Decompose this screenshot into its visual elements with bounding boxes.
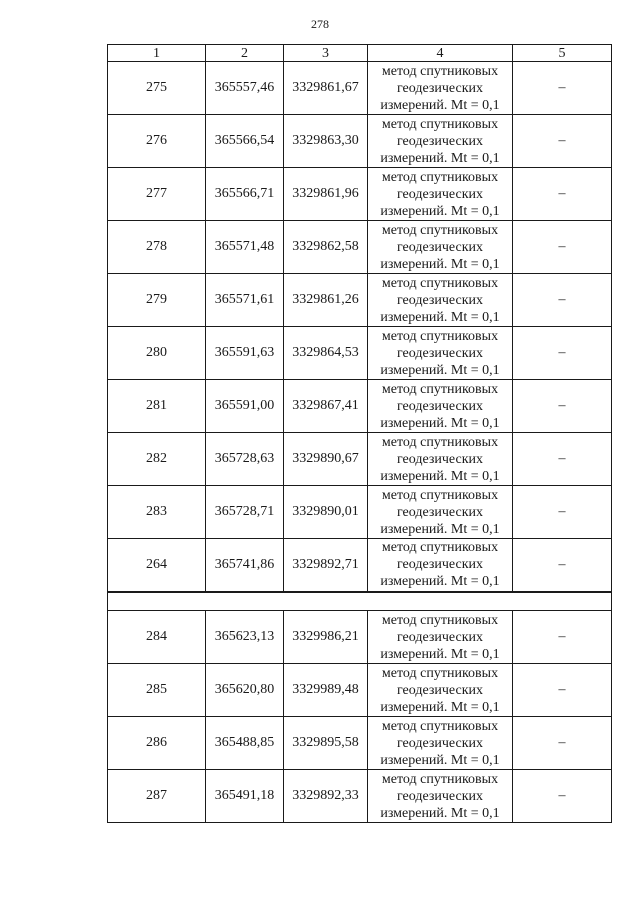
y-coordinate-cell: 3329895,58 — [284, 717, 368, 770]
x-coordinate-cell: 365557,46 — [206, 62, 284, 115]
y-coordinate-cell: 3329861,67 — [284, 62, 368, 115]
table-row — [108, 221, 612, 274]
method-line: геодезических — [396, 451, 483, 467]
point-number-cell: 284 — [108, 611, 206, 664]
method-line: геодезических — [396, 557, 483, 573]
point-number-cell: 280 — [108, 327, 206, 380]
table-row — [108, 611, 612, 664]
y-coordinate-cell: 3329892,33 — [284, 770, 368, 823]
error-cell: – — [513, 717, 612, 770]
method-cell — [368, 433, 513, 486]
method-line: измерений. Mt = 0,1 — [380, 699, 500, 715]
method-line: измерений. Mt = 0,1 — [380, 150, 500, 166]
method-cell — [368, 168, 513, 221]
point-number-cell: 283 — [108, 486, 206, 539]
point-number-cell: 277 — [108, 168, 206, 221]
method-line: измерений. Mt = 0,1 — [380, 646, 500, 662]
table-row — [108, 664, 612, 717]
method-line: метод спутниковых — [381, 116, 499, 132]
error-cell: – — [513, 115, 612, 168]
table-row — [108, 168, 612, 221]
method-line: метод спутниковых — [381, 771, 499, 787]
method-cell — [368, 539, 513, 592]
method-cell — [368, 664, 513, 717]
method-line: измерений. Mt = 0,1 — [380, 309, 500, 325]
method-line: геодезических — [396, 292, 483, 308]
method-line: геодезических — [396, 80, 483, 96]
method-line: измерений. Mt = 0,1 — [380, 468, 500, 484]
x-coordinate-cell: 365620,80 — [206, 664, 284, 717]
column-header-4: 4 — [368, 45, 513, 62]
table-header-row — [108, 45, 612, 62]
y-coordinate-cell: 3329861,26 — [284, 274, 368, 327]
method-line: измерений. Mt = 0,1 — [380, 97, 500, 113]
table-row — [108, 380, 612, 433]
error-cell: – — [513, 221, 612, 274]
method-line: геодезических — [396, 682, 483, 698]
y-coordinate-cell: 3329989,48 — [284, 664, 368, 717]
method-line: метод спутниковых — [381, 63, 499, 79]
error-cell: – — [513, 327, 612, 380]
point-number-cell: 275 — [108, 62, 206, 115]
x-coordinate-cell: 365591,00 — [206, 380, 284, 433]
method-line: геодезических — [396, 345, 483, 361]
table-row — [108, 327, 612, 380]
method-cell — [368, 770, 513, 823]
method-line: метод спутниковых — [381, 222, 499, 238]
point-number-cell: 282 — [108, 433, 206, 486]
point-number-cell: 286 — [108, 717, 206, 770]
table-row — [108, 770, 612, 823]
x-coordinate-cell: 365728,71 — [206, 486, 284, 539]
method-line: метод спутниковых — [381, 540, 499, 556]
error-cell: – — [513, 664, 612, 717]
method-line: геодезических — [396, 398, 483, 414]
method-line: геодезических — [396, 788, 483, 804]
point-number-cell: 281 — [108, 380, 206, 433]
x-coordinate-cell: 365623,13 — [206, 611, 284, 664]
error-cell: – — [513, 611, 612, 664]
table-row — [108, 486, 612, 539]
y-coordinate-cell: 3329867,41 — [284, 380, 368, 433]
error-cell: – — [513, 168, 612, 221]
x-coordinate-cell: 365566,54 — [206, 115, 284, 168]
y-coordinate-cell: 3329862,58 — [284, 221, 368, 274]
point-number-cell: 287 — [108, 770, 206, 823]
y-coordinate-cell: 3329863,30 — [284, 115, 368, 168]
point-number-cell: 264 — [108, 539, 206, 592]
table-row — [108, 115, 612, 168]
method-line: метод спутниковых — [381, 665, 499, 681]
method-line: геодезических — [396, 629, 483, 645]
coordinates-table — [107, 44, 612, 823]
table-row — [108, 274, 612, 327]
table-row — [108, 62, 612, 115]
method-cell — [368, 717, 513, 770]
method-cell — [368, 380, 513, 433]
method-cell — [368, 274, 513, 327]
point-number-cell: 285 — [108, 664, 206, 717]
page-number: 278 — [311, 17, 329, 31]
column-header-1: 1 — [108, 45, 206, 62]
section-separator-row — [108, 592, 612, 611]
y-coordinate-cell: 3329864,53 — [284, 327, 368, 380]
method-line: геодезических — [396, 735, 483, 751]
error-cell: – — [513, 486, 612, 539]
method-line: геодезических — [396, 186, 483, 202]
point-number-cell: 279 — [108, 274, 206, 327]
column-header-3: 3 — [284, 45, 368, 62]
error-cell: – — [513, 274, 612, 327]
column-header-2: 2 — [206, 45, 284, 62]
method-cell — [368, 327, 513, 380]
method-line: метод спутниковых — [381, 718, 499, 734]
y-coordinate-cell: 3329861,96 — [284, 168, 368, 221]
error-cell: – — [513, 433, 612, 486]
table-row — [108, 433, 612, 486]
method-line: геодезических — [396, 504, 483, 520]
error-cell: – — [513, 380, 612, 433]
method-line: метод спутниковых — [381, 381, 499, 397]
point-number-cell: 278 — [108, 221, 206, 274]
x-coordinate-cell: 365728,63 — [206, 433, 284, 486]
method-line: измерений. Mt = 0,1 — [380, 752, 500, 768]
x-coordinate-cell: 365571,48 — [206, 221, 284, 274]
y-coordinate-cell: 3329890,01 — [284, 486, 368, 539]
method-line: измерений. Mt = 0,1 — [380, 362, 500, 378]
x-coordinate-cell: 365741,86 — [206, 539, 284, 592]
method-cell — [368, 115, 513, 168]
x-coordinate-cell: 365591,63 — [206, 327, 284, 380]
x-coordinate-cell: 365491,18 — [206, 770, 284, 823]
y-coordinate-cell: 3329892,71 — [284, 539, 368, 592]
table-row — [108, 539, 612, 592]
method-line: измерений. Mt = 0,1 — [380, 415, 500, 431]
method-line: метод спутниковых — [381, 275, 499, 291]
method-line: метод спутниковых — [381, 434, 499, 450]
method-line: измерений. Mt = 0,1 — [380, 805, 500, 821]
method-line: измерений. Mt = 0,1 — [380, 256, 500, 272]
method-cell — [368, 62, 513, 115]
x-coordinate-cell: 365488,85 — [206, 717, 284, 770]
method-line: метод спутниковых — [381, 612, 499, 628]
method-line: геодезических — [396, 239, 483, 255]
y-coordinate-cell: 3329986,21 — [284, 611, 368, 664]
point-number-cell: 276 — [108, 115, 206, 168]
error-cell: – — [513, 539, 612, 592]
table-row — [108, 717, 612, 770]
method-line: геодезических — [396, 133, 483, 149]
error-cell: – — [513, 62, 612, 115]
method-cell — [368, 486, 513, 539]
method-line: измерений. Mt = 0,1 — [380, 203, 500, 219]
method-cell — [368, 611, 513, 664]
method-line: метод спутниковых — [381, 328, 499, 344]
method-line: метод спутниковых — [381, 169, 499, 185]
x-coordinate-cell: 365571,61 — [206, 274, 284, 327]
method-line: измерений. Mt = 0,1 — [380, 521, 500, 537]
x-coordinate-cell: 365566,71 — [206, 168, 284, 221]
section-separator — [108, 592, 612, 611]
method-line: метод спутниковых — [381, 487, 499, 503]
method-line: измерений. Mt = 0,1 — [380, 574, 500, 590]
error-cell: – — [513, 770, 612, 823]
column-header-5: 5 — [513, 45, 612, 62]
y-coordinate-cell: 3329890,67 — [284, 433, 368, 486]
method-cell — [368, 221, 513, 274]
